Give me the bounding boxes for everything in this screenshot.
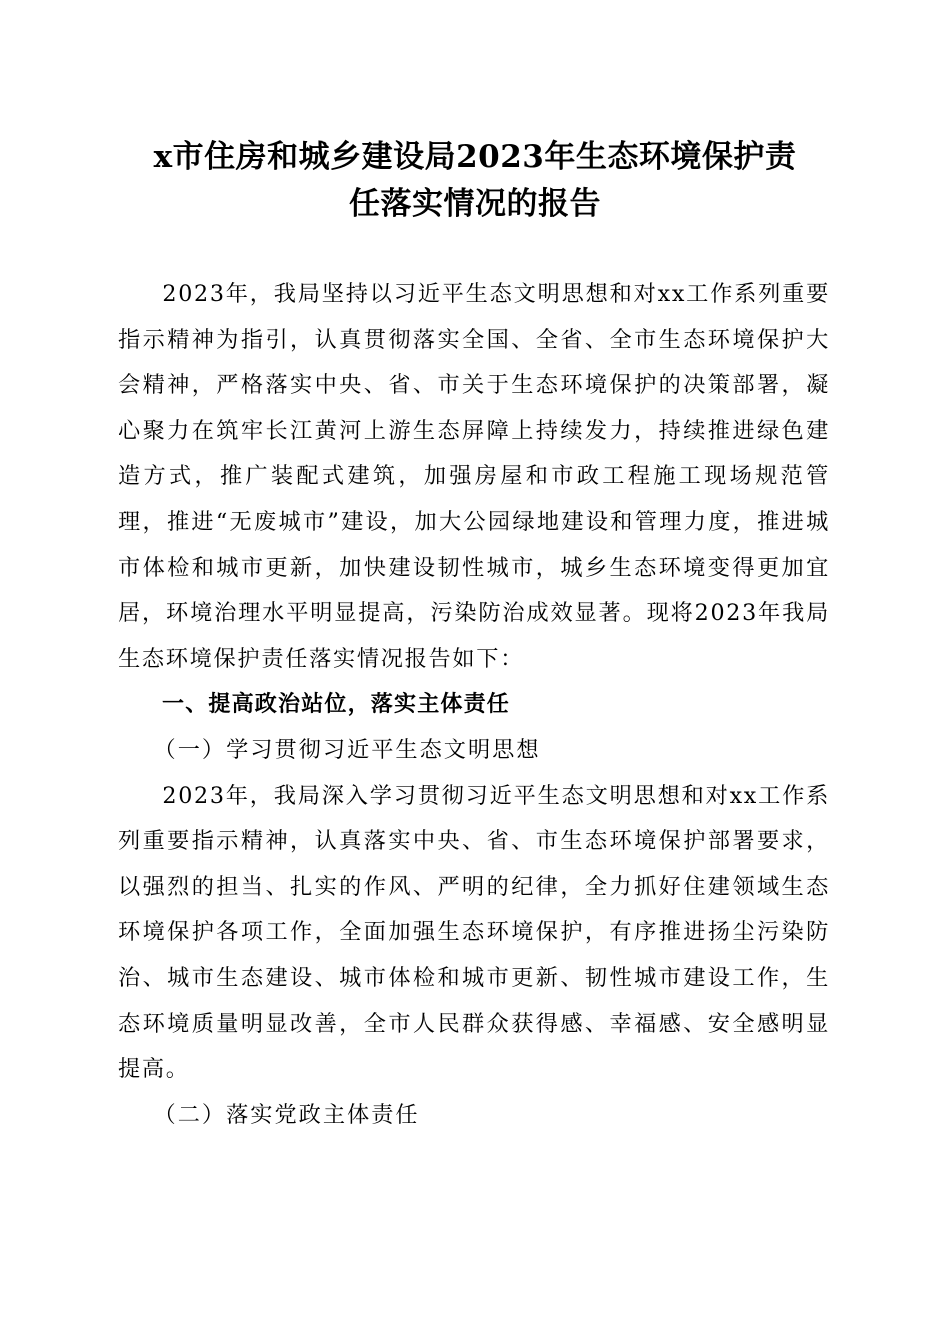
subsection-1-heading: （一）学习贯彻习近平生态文明思想: [153, 736, 541, 763]
intro-paragraph: 2023年，我局坚持以习近平生态文明思想和对xx工作系列重要指示精神为指引，认真贯彻落实全国、全省、全市生态环境保护大会精神，严格落实中央、省、市关于生态环境保护的决策部署，凝心聚力在筑牢长江黄河上游生态屏障上持续发力，持续推进绿色建造方式，推广装配式建筑，加强房屋和市政工程施工现场规范管理，推进“无废城市”建设，加大公园绿地建设和管理力度，推进城市体检和城市更新，加快建设韧性城市，城乡生态环境变得更加宜居，环境治理水平明显提高，污染防治成效显著。现将2023年我局生态环境保护责任落实情况报告如下：: [118, 281, 830, 672]
subsection-1-paragraph: 2023年，我局深入学习贯彻习近平生态文明思想和对xx工作系列重要指示精神，认真落实中央、省、市生态环境保护部署要求，以强烈的担当、扎实的作风、严明的纪律，全力抓好住建领域生态环境保护各项工作，全面加强生态环境保护，有序推进扬尘污染防治、城市生态建设、城市体检和城市更新、韧性城市建设工作，生态环境质量明显改善，全市人民群众获得感、幸福感、安全感明显提高。: [118, 782, 830, 1083]
document-title: [115, 134, 835, 228]
section-1-heading: 一、提高政治站位，落实主体责任: [162, 692, 511, 718]
subsection-2-heading: （二）落实党政主体责任: [153, 1101, 420, 1128]
document-body: [118, 272, 830, 1138]
title-line-1: x市住房和城乡建设局2023年生态环境保护责: [153, 139, 797, 175]
title-line-2: 任落实情况的报告: [349, 186, 601, 222]
